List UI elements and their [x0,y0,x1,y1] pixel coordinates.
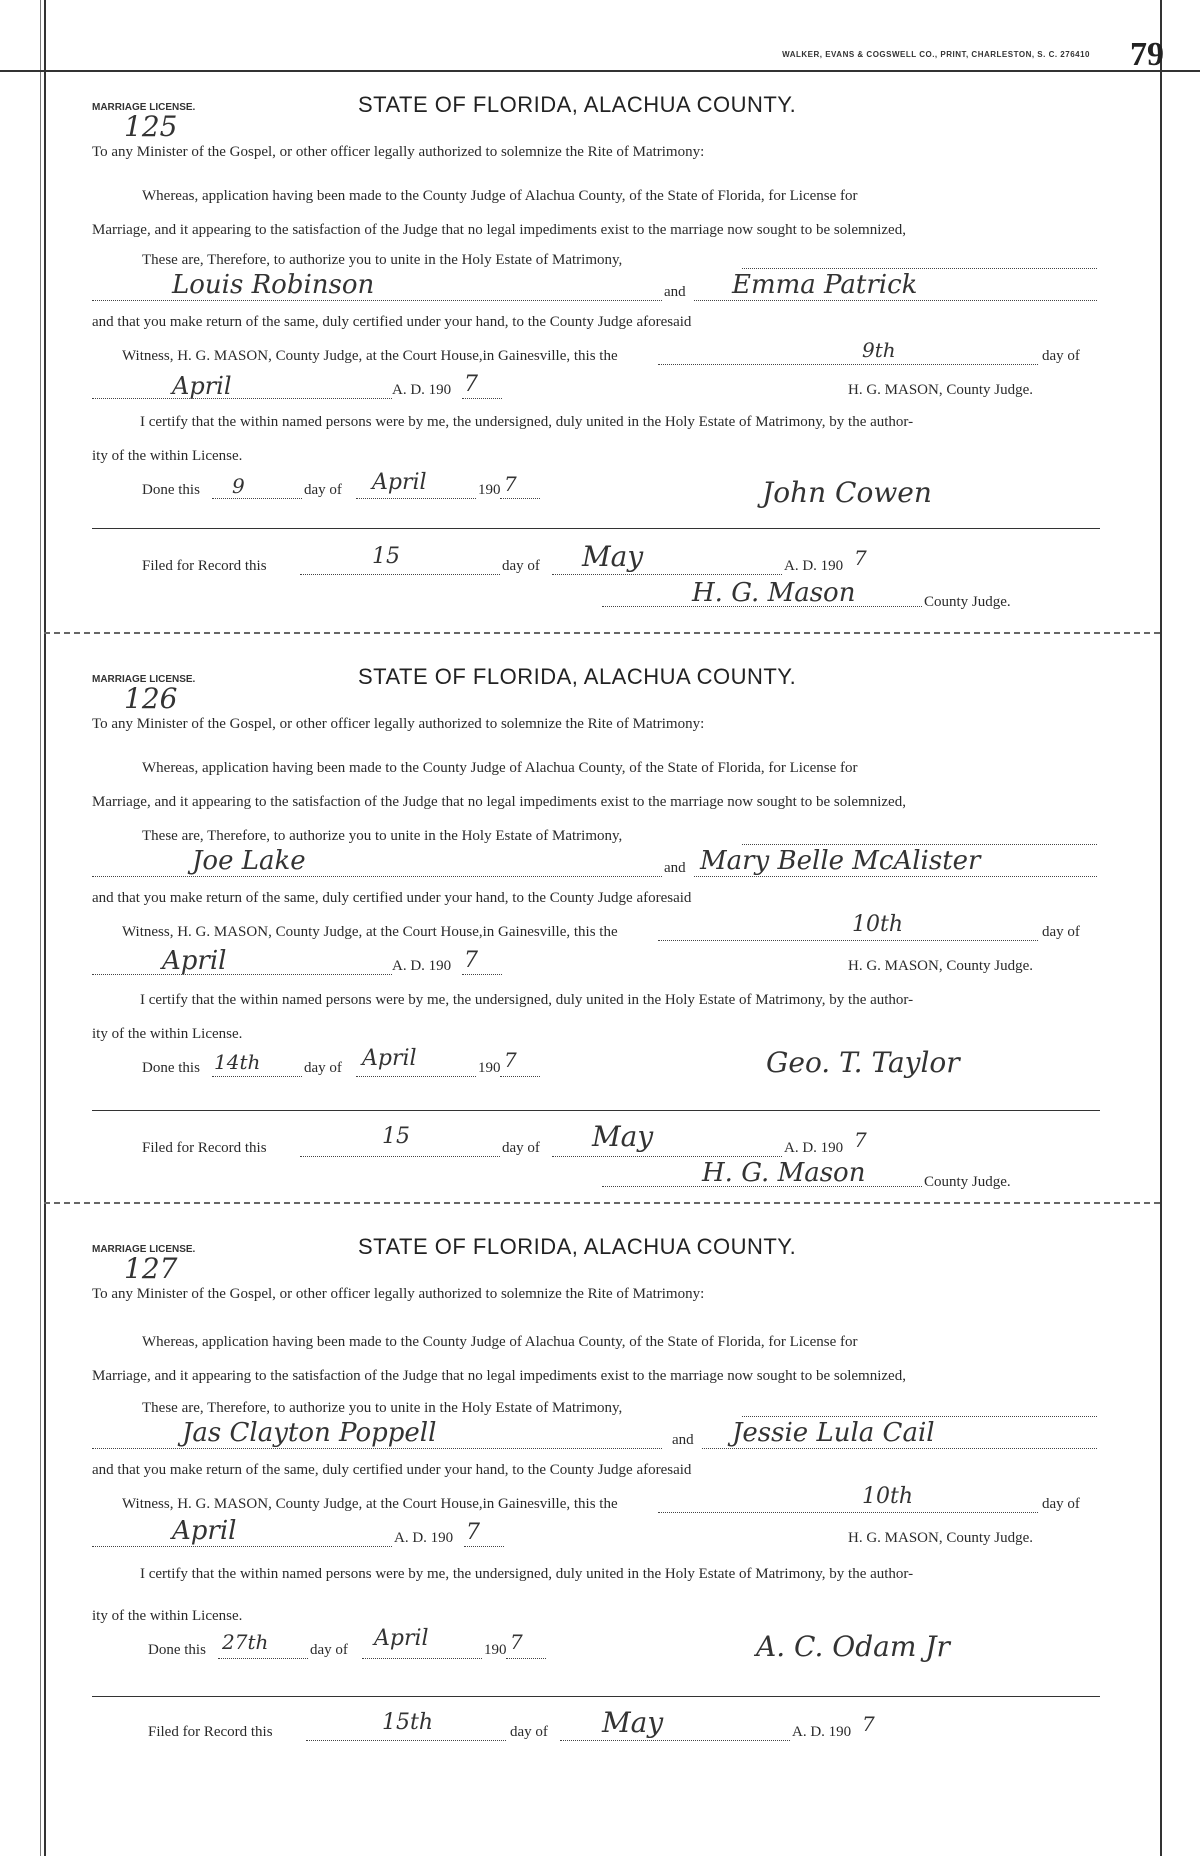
license-separator [44,632,1160,635]
done-year: 7 [504,472,517,496]
dotted-fill [658,364,1038,365]
dotted-fill [218,1658,308,1659]
ad-label: A. D. 190 [392,382,452,398]
therefore-line: These are, Therefore, to authorize you to unite in the Holy Estate of Matrimony, [142,1400,623,1416]
dotted-fill [658,940,1038,941]
witness-day: 9th [862,338,896,362]
filed-day: 15 [372,544,400,569]
done-year: 7 [510,1630,523,1654]
license-label: MARRIAGE LICENSE. [92,102,196,113]
judge-signature-print: H. G. MASON, County Judge. [848,1530,1034,1546]
certify-line: I certify that the within named persons were by me, the undersigned, duly united in the Holy Estate of Matrimony, by the author- [140,1566,914,1582]
license-heading: STATE OF FLORIDA, ALACHUA COUNTY. [358,92,797,117]
day-of-label: day of [304,482,342,498]
done-month: April [372,470,427,495]
license-heading: STATE OF FLORIDA, ALACHUA COUNTY. [358,664,797,689]
day-of-label: day of [502,1140,540,1156]
witness-line: Witness, H. G. MASON, County Judge, at the Court House,in Gainesville, this the [122,348,618,364]
certify-line: I certify that the within named persons were by me, the undersigned, duly united in the Holy Estate of Matrimony, by the author- [140,414,914,430]
dotted-fill [300,574,500,575]
return-line: and that you make return of the same, duly certified under your hand, to the County Judge aforesaid [92,1462,692,1478]
done-this-label: Done this [142,1060,200,1076]
filed-signature: H. G. Mason [692,578,856,608]
and-word: and [664,284,686,300]
done-month: April [374,1626,429,1651]
filed-month: May [592,1120,654,1153]
section-rule [92,1110,1100,1111]
county-judge-label: County Judge. [924,1174,1011,1190]
dotted-fill [356,498,476,499]
dotted-fill [552,1156,782,1157]
filed-year: 7 [854,1128,867,1152]
filed-year: 7 [862,1712,875,1736]
dotted-fill [92,300,662,301]
dotted-fill [694,876,1097,877]
whereas-line: Whereas, application having been made to the County Judge of Alachua County, of the State of Florida, for License for [142,188,858,204]
year-prefix: 190 [478,482,501,498]
license-label: MARRIAGE LICENSE. [92,1244,196,1255]
dotted-fill [658,1512,1038,1513]
dotted-fill [742,268,1097,269]
dotted-fill [306,1740,506,1741]
address-line: To any Minister of the Gospel, or other officer legally authorized to solemnize the Rite of Matrimony: [92,716,705,732]
witness-line: Witness, H. G. MASON, County Judge, at the Court House,in Gainesville, this the [122,1496,618,1512]
license-number: 125 [124,110,178,143]
witness-day: 10th [852,912,904,937]
dotted-fill [462,974,502,975]
dotted-fill [356,1076,476,1077]
judge-signature-print: H. G. MASON, County Judge. [848,958,1034,974]
license-number: 126 [124,682,178,715]
ad-label: A. D. 190 [394,1530,454,1546]
groom-name: Joe Lake [192,846,306,876]
address-line: To any Minister of the Gospel, or other officer legally authorized to solemnize the Rite of Matrimony: [92,1286,705,1302]
done-day: 9 [232,474,245,498]
witness-day: 10th [862,1484,914,1509]
day-of-label: day of [1042,924,1080,940]
address-line: To any Minister of the Gospel, or other officer legally authorized to solemnize the Rite of Matrimony: [92,144,705,160]
dotted-fill [500,1076,540,1077]
county-judge-label: County Judge. [924,594,1011,610]
section-rule [92,1696,1100,1697]
printer-imprint: WALKER, EVANS & COGSWELL CO., PRINT, CHARLESTON, S. C. 276410 [782,50,1090,59]
dotted-fill [552,574,782,575]
top-rule [0,70,1200,72]
filed-label: Filed for Record this [142,558,267,574]
dotted-fill [92,876,662,877]
filed-label: Filed for Record this [148,1724,273,1740]
marriage-line: Marriage, and it appearing to the satisfaction of the Judge that no legal impediments exist to the marriage now sought to be solemnized, [92,794,906,810]
section-rule [92,528,1100,529]
day-of-label: day of [310,1642,348,1658]
filed-signature: H. G. Mason [702,1158,866,1188]
bride-name: Emma Patrick [732,270,918,300]
certify-line-2: ity of the within License. [92,448,243,464]
day-of-label: day of [510,1724,548,1740]
year-prefix: 190 [478,1060,501,1076]
dotted-fill [742,844,1097,845]
bride-name: Jessie Lula Cail [732,1418,935,1448]
ad-label: A. D. 190 [784,1140,844,1156]
groom-name: Louis Robinson [172,270,375,300]
judge-signature-print: H. G. MASON, County Judge. [848,382,1034,398]
whereas-line: Whereas, application having been made to the County Judge of Alachua County, of the State of Florida, for License for [142,1334,858,1350]
return-line: and that you make return of the same, duly certified under your hand, to the County Judge aforesaid [92,314,692,330]
done-day: 27th [222,1630,269,1654]
witness-year: 7 [466,1520,480,1545]
officiant-signature: A. C. Odam Jr [756,1630,950,1663]
ad-label: A. D. 190 [392,958,452,974]
done-this-label: Done this [148,1642,206,1658]
dotted-fill [212,1076,302,1077]
filed-month: May [602,1706,664,1739]
license-heading: STATE OF FLORIDA, ALACHUA COUNTY. [358,1234,797,1259]
ad-label: A. D. 190 [784,558,844,574]
license-separator [44,1202,1160,1205]
license-number: 127 [124,1252,178,1285]
certify-line-2: ity of the within License. [92,1026,243,1042]
dotted-fill [506,1658,546,1659]
done-year: 7 [504,1048,517,1072]
groom-name: Jas Clayton Poppell [182,1418,437,1448]
officiant-signature: Geo. T. Taylor [766,1046,960,1079]
dotted-fill [560,1740,790,1741]
certify-line-2: ity of the within License. [92,1608,243,1624]
done-this-label: Done this [142,482,200,498]
filed-month: May [582,540,644,573]
marriage-line: Marriage, and it appearing to the satisfaction of the Judge that no legal impediments exist to the marriage now sought to be solemnized, [92,1368,906,1384]
dotted-fill [92,974,392,975]
license-section-126 [92,664,1100,1190]
filed-label: Filed for Record this [142,1140,267,1156]
dotted-fill [500,498,540,499]
witness-year: 7 [464,948,478,973]
license-section-125 [92,92,1100,612]
witness-month: April [172,1516,237,1546]
witness-year: 7 [464,372,478,397]
done-month: April [362,1046,417,1071]
day-of-label: day of [1042,1496,1080,1512]
therefore-line: These are, Therefore, to authorize you to unite in the Holy Estate of Matrimony, [142,252,623,268]
dotted-fill [602,1186,922,1187]
day-of-label: day of [304,1060,342,1076]
day-of-label: day of [1042,348,1080,364]
dotted-fill [742,1416,1097,1417]
bride-name: Mary Belle McAlister [700,846,981,876]
dotted-fill [300,1156,500,1157]
certify-line: I certify that the within named persons were by me, the undersigned, duly united in the Holy Estate of Matrimony, by the author- [140,992,914,1008]
marriage-line: Marriage, and it appearing to the satisfaction of the Judge that no legal impediments exist to the marriage now sought to be solemnized, [92,222,906,238]
license-label: MARRIAGE LICENSE. [92,674,196,685]
whereas-line: Whereas, application having been made to the County Judge of Alachua County, of the State of Florida, for License for [142,760,858,776]
and-word: and [664,860,686,876]
dotted-fill [464,1546,504,1547]
filed-day: 15th [382,1710,434,1735]
margin-line-right [1160,0,1162,1856]
officiant-signature: John Cowen [762,476,932,509]
filed-day: 15 [382,1124,410,1149]
witness-month: April [162,946,227,976]
witness-month: April [172,372,232,400]
return-line: and that you make return of the same, duly certified under your hand, to the County Judge aforesaid [92,890,692,906]
dotted-fill [92,1448,662,1449]
dotted-fill [92,398,392,399]
witness-line: Witness, H. G. MASON, County Judge, at the Court House,in Gainesville, this the [122,924,618,940]
dotted-fill [702,1448,1097,1449]
therefore-line: These are, Therefore, to authorize you to unite in the Holy Estate of Matrimony, [142,828,623,844]
dotted-fill [602,606,922,607]
page-number: 79 [1130,36,1164,73]
dotted-fill [362,1658,482,1659]
year-prefix: 190 [484,1642,507,1658]
margin-line-outer [40,0,41,1856]
filed-year: 7 [854,546,867,570]
day-of-label: day of [502,558,540,574]
margin-line-left [44,0,46,1856]
license-section-127 [92,1234,1100,1834]
and-word: and [672,1432,694,1448]
dotted-fill [92,1546,392,1547]
dotted-fill [462,398,502,399]
ad-label: A. D. 190 [792,1724,852,1740]
dotted-fill [212,498,302,499]
dotted-fill [694,300,1097,301]
done-day: 14th [214,1050,261,1074]
